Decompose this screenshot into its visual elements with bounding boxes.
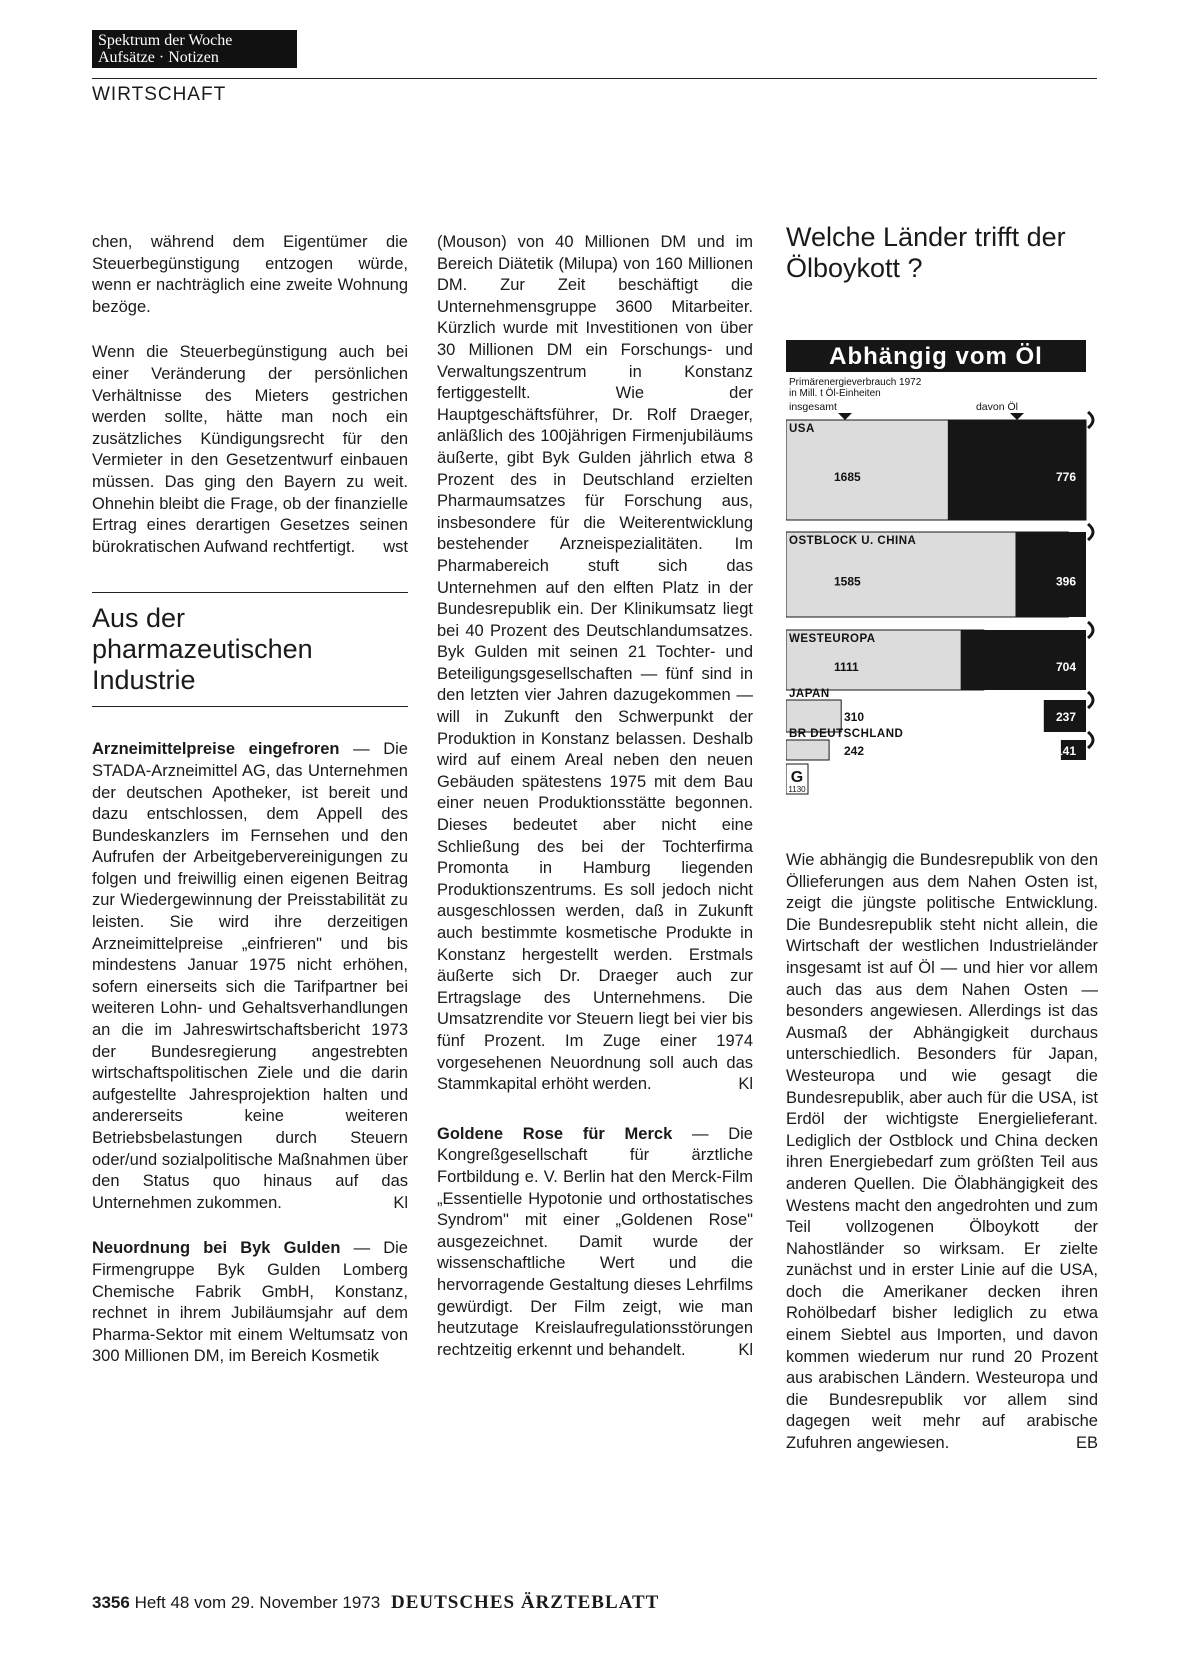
article-byk-gulden-title: Neuordnung bei Byk Gulden	[92, 1239, 341, 1258]
chart-label-total: insgesamt	[789, 401, 837, 413]
pharma-heading: Aus der pharmazeutischen Industrie	[92, 603, 313, 696]
masthead-line-1: Spektrum der Woche	[98, 32, 233, 49]
footer	[92, 1592, 659, 1614]
masthead-line-2: Aufsätze · Notizen	[98, 49, 219, 66]
value-total-ostblock-u-china: 1585	[834, 574, 861, 589]
col1-signature-wst: wst	[383, 537, 408, 556]
col1-paragraph-2	[92, 342, 408, 558]
oil-flow-bracket-westeuropa	[1088, 622, 1093, 638]
value-total-br-deutschland: 242	[844, 744, 865, 758]
column-1	[92, 232, 408, 1392]
issue-info: Heft 48 vom 29. November 1973	[134, 1593, 381, 1612]
chart-subtitle-line-2: in Mill. t Öl-Einheiten	[789, 388, 881, 399]
article-goldene-rose-title: Goldene Rose für Merck	[437, 1124, 673, 1143]
value-total-japan: 310	[844, 710, 865, 724]
column-2	[437, 232, 753, 1385]
column-3	[786, 850, 1098, 1479]
chart-pointer-oil	[1010, 413, 1024, 420]
col3-paragraph-text: Wie abhängig die Bundesrepublik von den Öllieferungen aus dem Nahen Osten ist, zeigt die jüngste politische Entwicklung. Die Bundesrepublik steht nicht allein, die Wirtschaft der westlichen Industrieländer insgesamt ist auf Öl — und hier vor allem auch das aus dem Nahen Osten — besonders angewiesen. Allerdings ist das Ausmaß der Abhängigkeit durchaus unterschiedlich. Besonders für Japan, Westeuropa und wie gesagt die Bundesrepublik, aber auch für die USA, ist Erdöl der wichtigste Energielieferant. Lediglich der Ostblock und China decken ihren Energiebedarf zum größten Teil aus anderen Quellen. Die Ölabhängigkeit des Westens macht den angedrohten und zum Teil vollzogenen Ölboykott der Nahostländer so wirksam. Er zielte zunächst und in erster Linie auf die USA, doch die Amerikaner decken ihren Rohölbedarf bisher lediglich zu etwa einem Siebtel aus Importen, und davon kommen wiederum nur rund 20 Prozent aus arabischen Ländern. Westeuropa und die Bundesrepublik vor allem sind dagegen weit mehr auf arabische Zufuhren angewiesen.	[786, 851, 1098, 1453]
oil-flow-bracket-japan	[1088, 692, 1093, 708]
heading-bottom-rule	[92, 706, 408, 707]
oil-flow-bracket-ostblock-u-china	[1088, 524, 1093, 540]
col3-signature: EB	[1075, 1434, 1098, 1453]
category-label-ostblock-u-china: OSTBLOCK U. CHINA	[789, 535, 917, 547]
col1-paragraph-2-text: Wenn die Steuerbegünstigung auch bei einer Veränderung der persönlichen Verhältnisse des Mieters gestrichen werden sollte, hätte man noch ein zusätzliches Kündigungsrecht für den Vermieter in den Gesetzentwurf einbauen müssen. Das ging den Bayern zu weit. Ohnehin bleibt die Frage, ob der finanzielle Ertrag eines derartigen Gesetzes seinen bürokratischen Aufwand rechtfertigt.	[92, 343, 408, 556]
header-rule	[92, 78, 1097, 79]
chart-title: Abhängig vom Öl	[829, 343, 1043, 370]
value-oil-ostblock-u-china: 396	[1055, 574, 1076, 589]
value-total-usa: 1685	[834, 470, 861, 484]
chart-label-oil: davon Öl	[975, 401, 1018, 413]
chart-subtitle-line-1: Primärenergieverbrauch 1972	[789, 377, 922, 388]
col1-paragraph-1: chen, während dem Eigentümer die Steuerbegünstigung entzogen würde, wenn er nachträglich eine zweite Wohnung bezöge.	[92, 233, 408, 316]
col2-paragraph-1	[437, 232, 753, 1096]
article-goldene-rose-signature: Kl	[738, 1340, 753, 1359]
oil-dependency-chart	[786, 340, 1098, 820]
category-label-westeuropa: WESTEUROPA	[789, 633, 876, 645]
bar-total-br-deutschland	[786, 740, 829, 760]
value-oil-japan: 237	[1055, 710, 1076, 724]
oil-boycott-heading: Welche Länder trifft der Ölboykott ?	[786, 222, 1066, 283]
value-oil-br-deutschland: 141	[1055, 744, 1076, 758]
value-total-westeuropa: 1111	[834, 660, 859, 674]
article-goldene-rose-text: — Die Kongreßgesellschaft für ärztliche Fortbildung e. V. Berlin hat den Merck-Film „Essentielle Hypotonie und orthostatisches Syndrom" mit einer „Goldenen Rose" ausgezeichnet. Damit wurde der wissenschaftliche Wert und die hervorragende Gestaltung dieses Lehrfilms gewürdigt. Der Film zeigt, wie man heutzutage Kreislaufregulationsstörungen rechtzeitig erkennt und behandelt.	[437, 1124, 753, 1359]
page-number: 3356	[92, 1593, 130, 1612]
value-oil-westeuropa: 704	[1055, 660, 1076, 674]
category-label-br-deutschland: BR DEUTSCHLAND	[789, 728, 904, 740]
article-byk-gulden	[92, 1238, 408, 1368]
section-label: WIRTSCHAFT	[92, 84, 227, 105]
col2-signature: Kl	[738, 1075, 753, 1094]
oil-flow-bracket-usa	[1088, 412, 1093, 428]
article-byk-gulden-text: — Die Firmengruppe Byk Gulden Lomberg Chemische Fabrik GmbH, Konstanz, rechnet in ihrem Jubiläumsjahr auf dem Pharma-Sektor mit einem Weltumsatz von 300 Millionen DM, im Bereich Kosmetik	[92, 1239, 408, 1366]
magazine-name: DEUTSCHES ÄRZTEBLATT	[390, 1592, 660, 1613]
masthead	[92, 30, 297, 68]
source-logo-icon: G	[790, 769, 804, 786]
article-arzneimittelpreise	[92, 739, 408, 1214]
source-code: 1130	[788, 785, 806, 794]
article-arzneimittelpreise-signature: Kl	[393, 1193, 408, 1212]
category-label-japan: JAPAN	[789, 688, 830, 700]
col3-paragraph	[786, 850, 1098, 1455]
value-oil-usa: 776	[1055, 470, 1076, 484]
col2-paragraph-1-text: (Mouson) von 40 Millionen DM und im Bereich Diätetik (Milupa) von 160 Millionen DM. Zur Zeit beschäftigt die Unternehmensgruppe 3600 Mitarbeiter. Kürzlich wurde mit Investitionen von über 30 Millionen DM ein Forschungs- und Verwaltungszentrum in Konstanz fertiggestellt. Wie der Hauptgeschäftsführer, Dr. Rolf Draeger, anläßlich des 100jährigen Firmenjubiläums äußerte, gibt Byk Gulden jährlich etwa 8 Prozent des in Deutschland erzielten Pharmaumsatzes für Forschung aus, insbesondere für die Weiterentwicklung bestehender Arzneispezialitäten. Im Pharmabereich stuft sich das Unternehmen auf den elften Platz in der Bundesrepublik ein. Der Klinikumsatz liegt bei 40 Prozent des Deutschlandumsatzes. Byk Gulden mit seinen 21 Tochter- und Beteiligungsgesellschaften — fünf sind in den letzten vier Jahren dazugekommen — will in Zukunft den Schwerpunkt der Produktion in Konstanz belassen. Deshalb wird auf einem Areal neben den neuen Gebäuden spätestens 1975 mit dem Bau einer neuen Produktionsstätte begonnen. Dieses bedeutet aber nicht eine Schließung des bei der Tochterfirma Promonta in Hamburg liegenden Produktionszentrums. Es soll jedoch nicht ausgeschlossen werden, daß in Zukunft auch bestimmte kosmetische Produkte in Konstanz hergestellt werden. Erstmals äußerte sich Dr. Draeger auch zur Ertragslage des Unternehmens. Die Umsatzrendite vor Steuern liegt bei vier bis fünf Prozent. Im Zuge einer 1974 vorgesehenen Neuordnung soll auch das Stammkapital erhöht werden.	[437, 233, 753, 1094]
article-arzneimittelpreise-title: Arzneimittelpreise eingefroren	[92, 740, 340, 759]
article-arzneimittelpreise-text: — Die STADA-Arzneimittel AG, das Unternehmen der deutschen Apotheker, ist bereit und dazu entschlossen, dem Appell des Bundeskanzlers im Fernsehen und den Aufrufen der Arbeitgebervereinigungen zu folgen und freiwillig einen eigenen Beitrag zur Wiedergewinnung der Preisstabilität zu leisten. Sie wird ihre derzeitigen Arzneimittelpreise „einfrieren" und bis mindestens Januar 1975 nicht erhöhen, sofern einerseits sich die Tarifpartner bei weiteren Lohn- und Gehaltsverhandlungen an die im Jahreswirtschaftsbericht 1973 der Bundesregierung angestrebten wirtschaftspolitischen Ziele und die darin aufgestellte Jahresprojektion halten und andererseits keine weiteren Betriebsbelastungen durch Steuern oder/und sozialpolitische Maßnahmen über den Status quo hinaus auf das Unternehmen zukommen.	[92, 740, 408, 1212]
category-label-usa: USA	[789, 423, 815, 435]
heading-top-rule	[92, 592, 408, 593]
chart-pointer-total	[838, 413, 852, 420]
article-goldene-rose	[437, 1124, 753, 1362]
oil-flow-bracket-br-deutschland	[1088, 732, 1093, 748]
